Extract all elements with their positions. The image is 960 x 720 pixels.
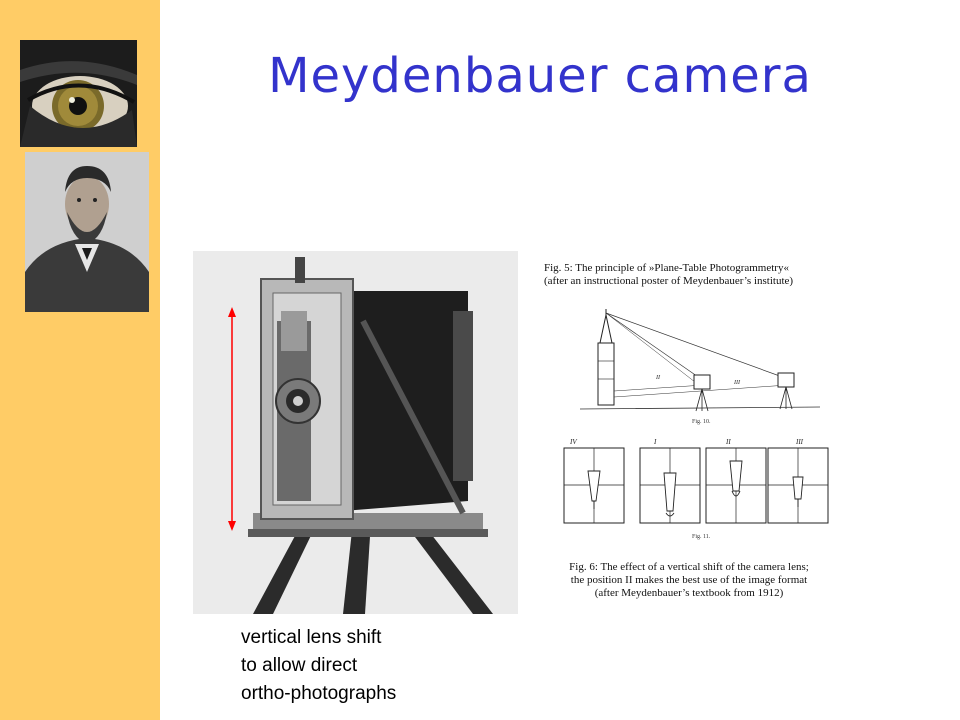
fig6-caption-line2: the position II makes the best use of the image format: [570, 574, 808, 586]
camera-photo: [193, 251, 518, 614]
fig5-caption: [544, 262, 834, 288]
position-label-ii: II: [726, 438, 731, 446]
caption-line1: vertical lens shift: [241, 627, 382, 648]
fig11-label: Fig. 11.: [692, 534, 711, 540]
diagram-label-ii: II: [656, 375, 660, 381]
fig5-caption-line1: Fig. 5: The principle of »Plane-Table Photogrammetry«: [544, 262, 789, 274]
portrait-photo: [25, 152, 149, 312]
eye-photo: [20, 40, 137, 147]
fig10-label: Fig. 10.: [692, 419, 711, 425]
plane-table-diagram: [520, 251, 838, 614]
slide-title: Meydenbauer camera: [268, 48, 812, 104]
caption-line2: to allow direct: [241, 655, 358, 676]
fig6-caption: [544, 561, 834, 600]
fig6-caption-line3: (after Meydenbauer’s textbook from 1912): [594, 587, 784, 599]
diagram-label-iii: III: [734, 380, 740, 386]
lens-shift-caption: [241, 624, 396, 708]
caption-line3: ortho-photographs: [241, 683, 397, 704]
fig6-caption-line1: Fig. 6: The effect of a vertical shift of the camera lens;: [569, 561, 809, 573]
position-label-iii: III: [796, 438, 803, 446]
figure-panel: [520, 251, 838, 614]
position-label-iv: IV: [570, 438, 577, 446]
position-label-i: I: [654, 438, 657, 446]
fig5-caption-line2: (after an instructional poster of Meydenbauer’s institute): [544, 275, 794, 287]
